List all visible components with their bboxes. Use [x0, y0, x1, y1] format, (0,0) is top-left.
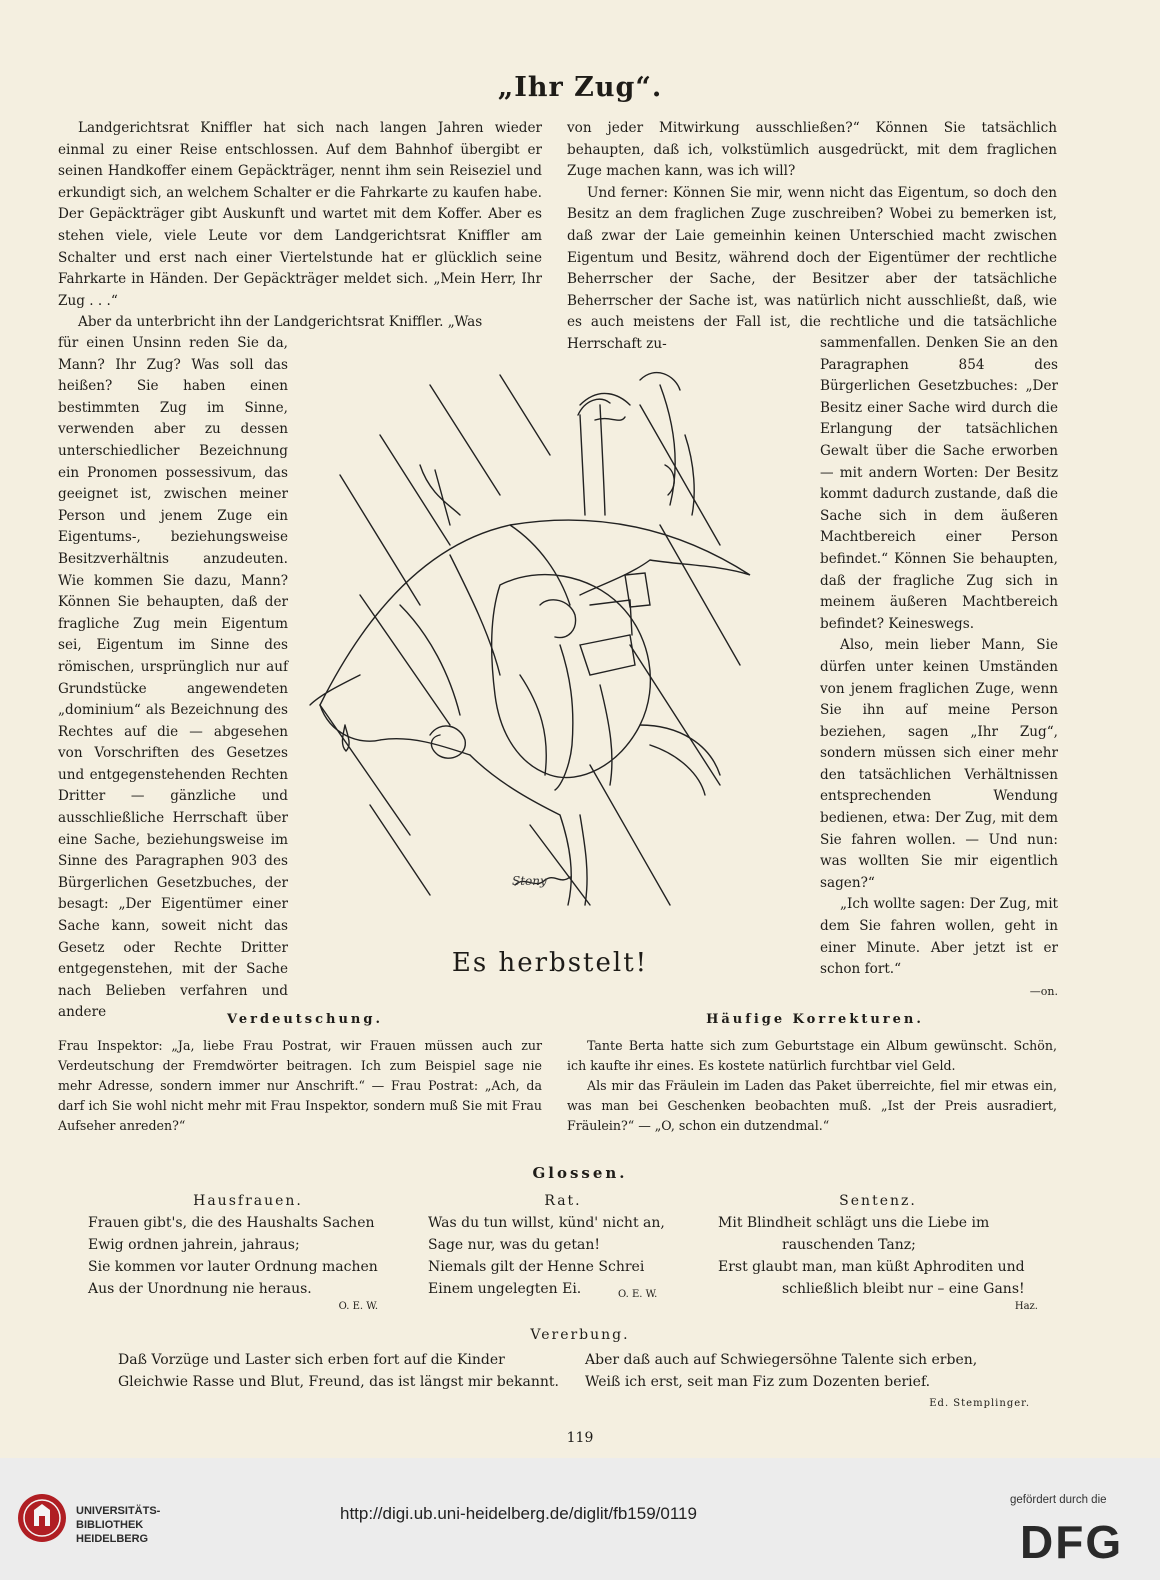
- poem-line: rauschenden Tanz;: [782, 1237, 916, 1253]
- paragraph: Tante Berta hatte sich zum Geburtstage ein Album gewünscht. Schön, ich kaufte ihr eines. Es kostete natürlich furchtbar viel Geld.: [567, 1038, 1057, 1073]
- poem-line: Erst glaubt man, man küßt Aphroditen und: [718, 1259, 1025, 1275]
- verdeutschung-text: [58, 1036, 542, 1136]
- poem-line: Aus der Unordnung nie heraus.: [88, 1281, 312, 1297]
- article-signature: —on.: [1029, 984, 1058, 998]
- paragraph: sammenfallen. Denken Sie an den Paragraphen 854 des Bürgerlichen Gesetzbuches: „Der Besitz einer Sache wird durch die Erlangung der tatsächlichen Gewalt über die Sache erworben — mit andern Worten: Der Besitz kommt dadurch zustande, daß die Sache sich in dem äußeren Machtbereich einer Person befindet.“ Können Sie behaupten, daß der fragliche Zug sich in meinem äußeren Machtbereich befindet? Keineswegs.: [820, 335, 1058, 632]
- glossen-heading: Glossen.: [532, 1164, 628, 1182]
- permalink-url[interactable]: http://digi.ub.uni-heidelberg.de/diglit/fb159/0119: [340, 1504, 697, 1523]
- dfg-logo-text: DFG: [1020, 1516, 1124, 1568]
- illustration-caption: Es herbstelt!: [451, 948, 649, 978]
- korrekturen-heading: Häufige Korrekturen.: [706, 1012, 924, 1027]
- funded-by-label: gefördert durch die: [1010, 1494, 1107, 1506]
- poem-line: Ewig ordnen jahrein, jahraus;: [88, 1237, 300, 1253]
- article-left-intro: [58, 118, 542, 334]
- poem-line: Gleichwie Rasse und Blut, Freund, das ist längst mir bekannt.: [118, 1374, 559, 1390]
- poem-title: Sentenz.: [839, 1193, 917, 1209]
- paragraph: Aber da unterbricht ihn der Landgerichtsrat Kniffler. „Was: [78, 314, 483, 331]
- vererbung-left: [118, 1349, 588, 1393]
- vererbung-title: Vererbung.: [530, 1327, 630, 1343]
- poem-title: Hausfrauen.: [193, 1193, 303, 1209]
- poem-author: O. E. W.: [338, 1301, 378, 1312]
- poem-author: O. E. W.: [618, 1289, 658, 1300]
- article-right-column: [820, 333, 1058, 998]
- poem-hausfrauen: [88, 1190, 408, 1314]
- vererbung-right: [585, 1349, 1055, 1393]
- artist-signature: Stony: [512, 874, 547, 888]
- library-logo[interactable]: [16, 1480, 226, 1556]
- poem-line: Sage nur, was du getan!: [428, 1237, 600, 1253]
- poem-line: Niemals gilt der Henne Schrei: [428, 1259, 645, 1275]
- paragraph: Als mir das Fräulein im Laden das Paket überreichte, fiel mir etwas ein, was man bei Geschenken beobachten muß. „Ist der Preis ausradiert, Fräulein?“ — „O, schon ein dutzendmal.“: [567, 1078, 1057, 1133]
- paragraph: „Ich wollte sagen: Der Zug, mit dem Sie fahren wollen, geht in einer Minute. Aber jetzt ist er schon fort.“: [820, 896, 1058, 978]
- article-left-column: [58, 333, 288, 1021]
- dfg-logo[interactable]: [1020, 1516, 1140, 1568]
- library-name: [76, 1504, 160, 1546]
- verdeutschung-heading: Verdeutschung.: [226, 1012, 384, 1027]
- poem-rat: [428, 1190, 698, 1300]
- poem-line: Mit Blindheit schlägt uns die Liebe im: [718, 1215, 990, 1231]
- poem-author: Haz.: [1014, 1301, 1038, 1312]
- poem-line: Was du tun willst, künd' nicht an,: [428, 1215, 665, 1231]
- poem-line: Sie kommen vor lauter Ordnung machen: [88, 1259, 378, 1275]
- article-right-intro: [567, 118, 1057, 356]
- poem-line: Weiß ich erst, seit man Fiz zum Dozenten berief.: [585, 1374, 931, 1390]
- paragraph: Und ferner: Können Sie mir, wenn nicht das Eigentum, so doch den Besitz an dem fraglichen Zuge zuschreiben? Wobei zu bemerken ist, daß zwar der Laie gemeinhin keinen Unterschied macht zwischen Eigentum und Besitz, während doch der Eigentümer der rechtliche Beherrscher der Sache, der Besitzer aber der tatsächliche Beherrscher der Sache ist, was natürlich nicht ausschließt, daß, wie es auch meistens der Fall ist, die rechtliche und die tatsächliche Herrschaft zu-: [567, 184, 1057, 352]
- poem-sentenz: [718, 1190, 1038, 1314]
- library-name-line: UNIVERSITÄTS-: [76, 1505, 161, 1517]
- poem-line: Einem ungelegten Ei.: [428, 1281, 582, 1297]
- paragraph: Landgerichtsrat Kniffler hat sich nach langen Jahren wieder einmal zu einer Reise entschlossen. Auf dem Bahnhof übergibt er seinen Handkoffer einem Gepäckträger, nennt ihm sein Reiseziel und erkundigt sich, an welchem Schalter er die Fahrkarte zu kaufen habe. Der Gepäckträger gibt Auskunft und wartet mit dem Koffer. Aber es stehen viele, viele Leute vor dem Landgerichtsrat Kniffler am Schalter und erst nach einer Viertelstunde hat er glücklich seine Fahrkarte in Händen. Der Gepäckträger meldet sich. „Mein Herr, Ihr Zug . . .“: [58, 120, 542, 309]
- korrekturen-text: [567, 1036, 1057, 1136]
- poem-line: Aber daß auch auf Schwiegersöhne Talente sich erben,: [585, 1352, 978, 1368]
- paragraph: für einen Unsinn reden Sie da, Mann? Ihr Zug? Was soll das heißen? Sie haben einen bestimmten Zug im Sinne, verwenden aber zu dessen unterschiedlicher Bezeichnung ein Pronomen possessivum, das geeignet ist, zwischen meiner Person und jenem Zuge ein Eigentums-, beziehungsweise Besitzverhältnis anzudeuten. Wie kommen Sie dazu, Mann? Können Sie behaupten, daß der fragliche Zug mein Eigentum sei, Eigentum im Sinne des römischen, ursprünglich nur auf Grundstücke angewendeten „dominium“ als Bezeichnung des Rechtes auf die — abgesehen von Vorschriften des Gesetzes und entgegenstehenden Rechten Dritter — gänzliche und ausschließliche Herrschaft über eine Sache, beziehungsweise im Sinne des Paragraphen 903 des Bürgerlichen Gesetzbuches, der besagt: „Der Eigentümer einer Sache kann, soweit nicht das Gesetz oder Rechte Dritter entgegenstehen, mit der Sache nach Belieben verfahren und andere: [58, 335, 288, 1021]
- poem-line: Frauen gibt's, die des Haushalts Sachen: [88, 1215, 375, 1231]
- paragraph: Frau Inspektor: „Ja, liebe Frau Postrat, wir Frauen müssen auch zur Verdeutschung der Fremdwörter beitragen. Ich zum Beispiel sage nie mehr Adresse, sondern immer nur Anschrift.“ — Frau Postrat: „Ach, da darf ich Sie wohl nicht mehr mit Frau Inspektor, sondern muß Sie mit Frau Aufseher anreden?“: [58, 1038, 542, 1133]
- article-title: „Ihr Zug“.: [497, 72, 663, 103]
- cartoon-illustration: [300, 345, 770, 940]
- poem-line: Daß Vorzüge und Laster sich erben fort auf die Kinder: [118, 1352, 505, 1368]
- library-name-line: HEIDELBERG: [76, 1533, 149, 1545]
- page-number: 119: [566, 1430, 594, 1446]
- poem-title: Rat.: [544, 1193, 582, 1209]
- paragraph: Also, mein lieber Mann, Sie dürfen unter keinen Umständen von jenem fraglichen Zuge, wenn Sie ihn auf meine Person beziehen, sagen „Ihr Zug“, sondern müssen sich einer mehr den tatsächlichen Verhältnissen entsprechenden Wendung bedienen, etwa: Der Zug, mit dem Sie fahren wollen. — Und nun: was wollten Sie mir eigentlich sagen?“: [820, 637, 1058, 891]
- vererbung-author: Ed. Stemplinger.: [929, 1398, 1030, 1409]
- library-name-line: BIBLIOTHEK: [76, 1519, 144, 1531]
- university-seal-icon: [16, 1480, 70, 1556]
- paragraph: von jeder Mitwirkung ausschließen?“ Können Sie tatsächlich behaupten, daß ich, volkstümlich ausgedrückt, mit dem fraglichen Zuge machen kann, was ich will?: [567, 120, 1057, 180]
- poem-line: schließlich bleibt nur – eine Gans!: [782, 1281, 1025, 1297]
- viewer-footer: [0, 1458, 1160, 1580]
